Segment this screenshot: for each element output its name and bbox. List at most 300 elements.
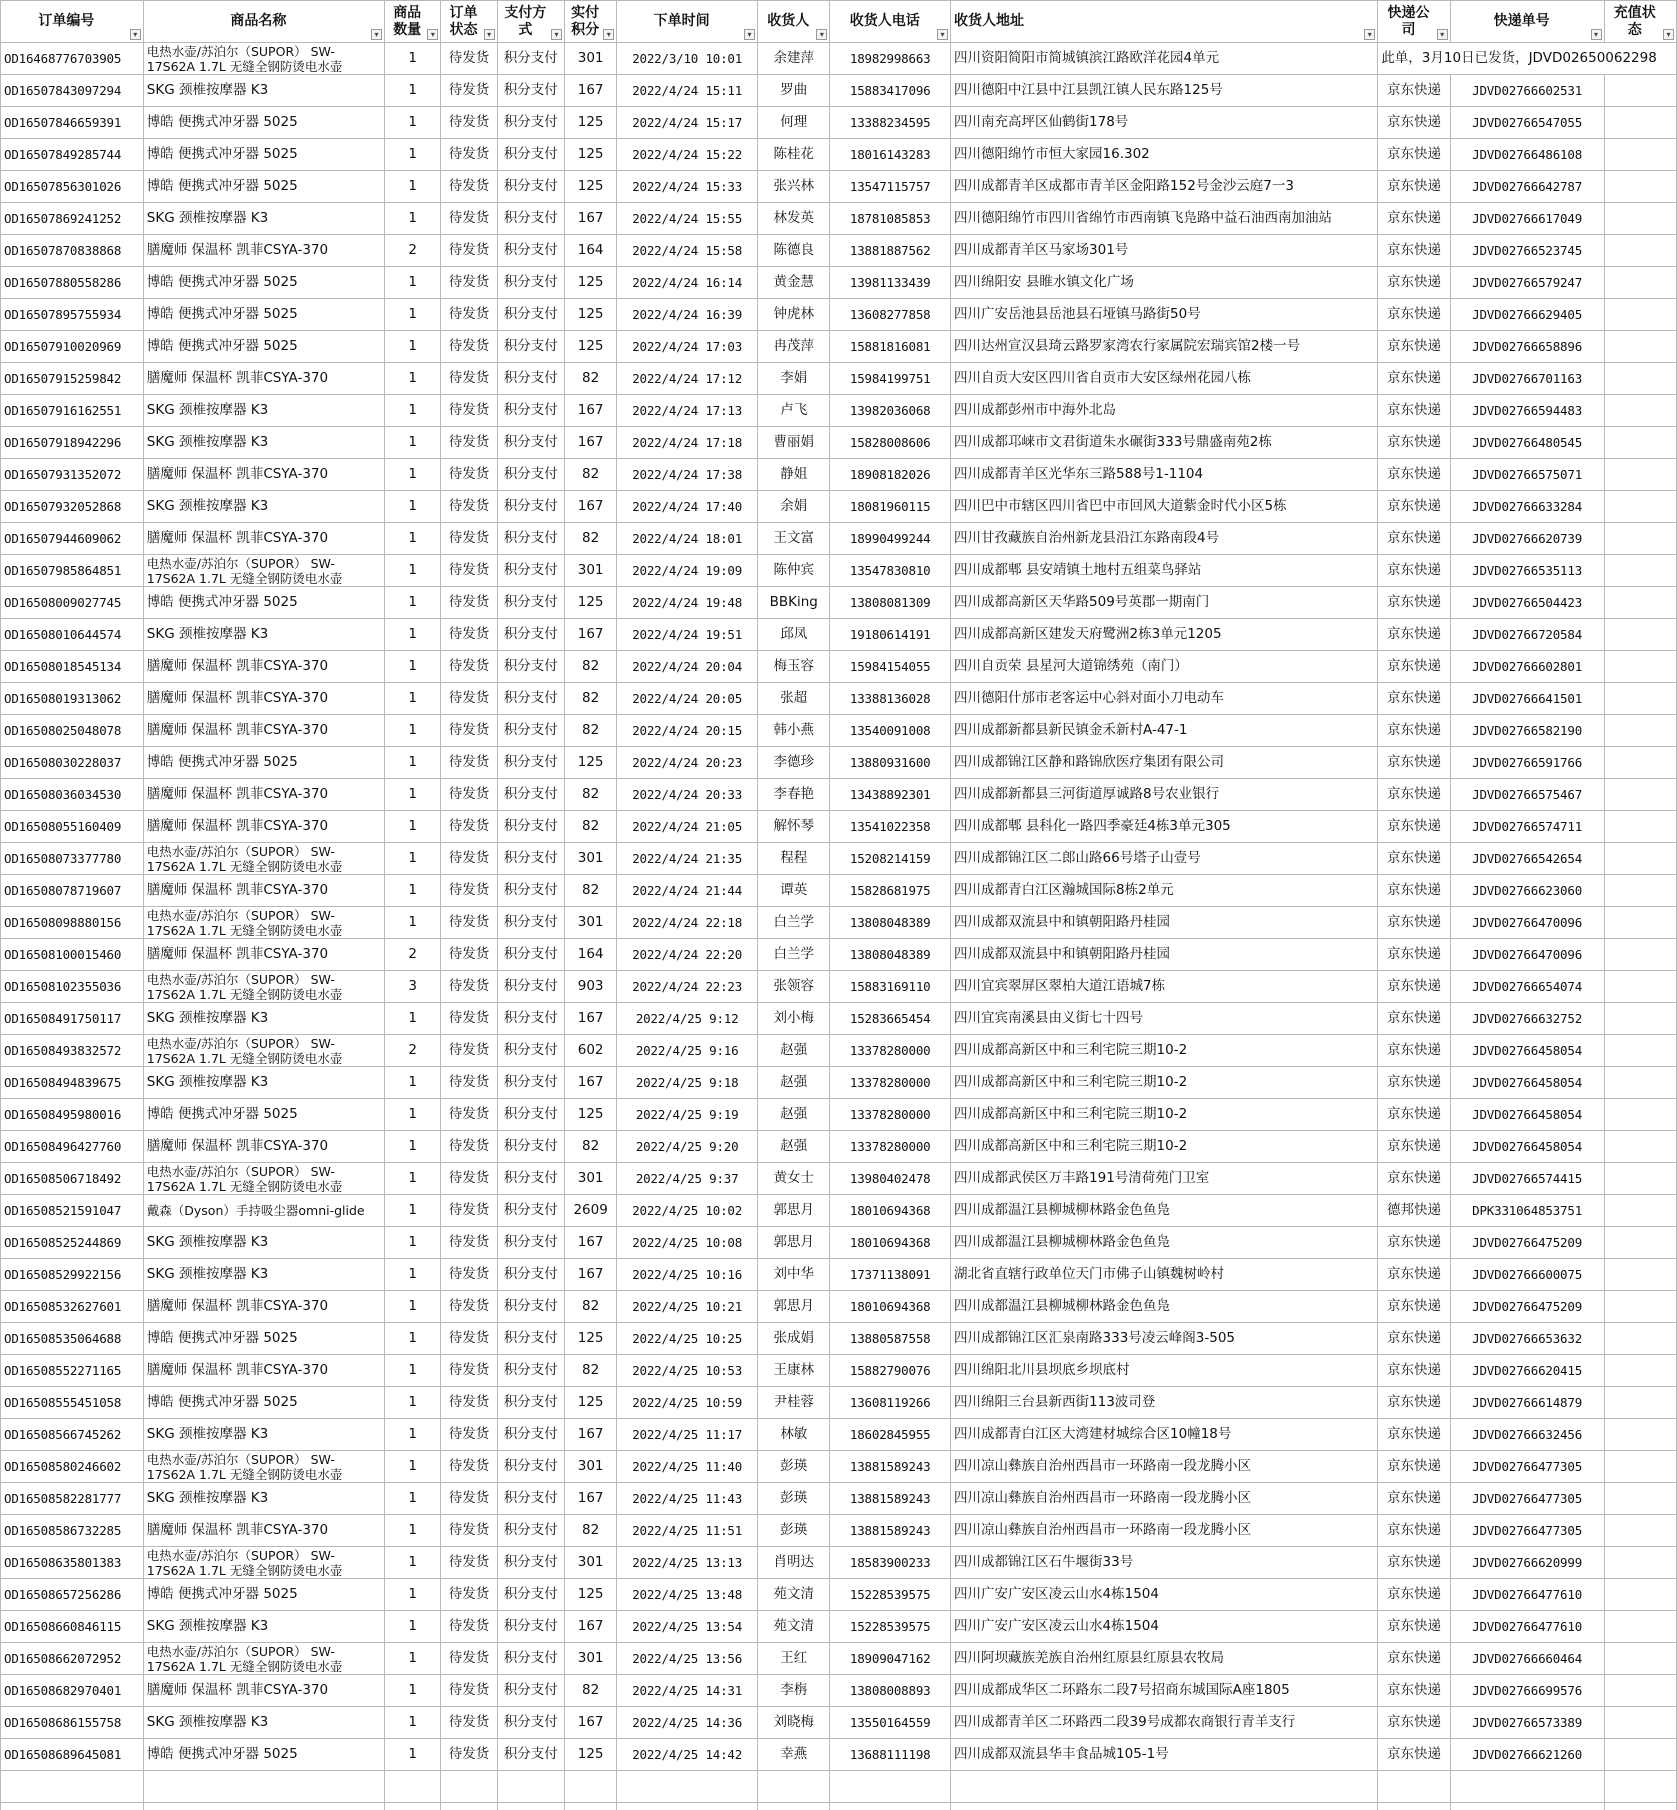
product-name-cell[interactable]: SKG 颈椎按摩器 K3: [143, 1003, 384, 1035]
tracking-number-cell[interactable]: JDVD02766470096: [1450, 907, 1604, 939]
recharge-status-cell[interactable]: [1604, 1163, 1677, 1195]
tracking-number-cell[interactable]: JDVD02766621260: [1450, 1739, 1604, 1771]
phone-cell[interactable]: 13378280000: [830, 1067, 951, 1099]
tracking-number-cell[interactable]: JDVD02766547055: [1450, 107, 1604, 139]
product-name-cell[interactable]: 博皓 便携式冲牙器 5025: [143, 1739, 384, 1771]
recharge-status-cell[interactable]: [1604, 203, 1677, 235]
address-cell[interactable]: 四川凉山彝族自治州西昌市一环路南一段龙腾小区: [951, 1483, 1378, 1515]
tracking-number-cell[interactable]: JDVD02766620999: [1450, 1547, 1604, 1579]
order-id-cell[interactable]: OD16508496427760: [1, 1131, 144, 1163]
order-status-cell[interactable]: 待发货: [441, 1323, 497, 1355]
recipient-cell[interactable]: 李娟: [758, 363, 830, 395]
courier-cell[interactable]: 京东快递: [1378, 1451, 1450, 1483]
tracking-number-cell[interactable]: JDVD02766475209: [1450, 1227, 1604, 1259]
order-status-cell[interactable]: 待发货: [441, 1003, 497, 1035]
table-row[interactable]: [1, 1675, 1677, 1707]
payment-method-cell[interactable]: 积分支付: [497, 1387, 564, 1419]
courier-cell[interactable]: 京东快递: [1378, 1259, 1450, 1291]
phone-cell[interactable]: 15882790076: [830, 1355, 951, 1387]
courier-cell[interactable]: 京东快递: [1378, 1323, 1450, 1355]
order-id-cell[interactable]: OD16507918942296: [1, 427, 144, 459]
points-cell[interactable]: 125: [565, 1579, 617, 1611]
recipient-cell[interactable]: 梅玉容: [758, 651, 830, 683]
tracking-number-cell[interactable]: JDVD02766574711: [1450, 811, 1604, 843]
tracking-number-cell[interactable]: JDVD02766486108: [1450, 139, 1604, 171]
recipient-cell[interactable]: 王文富: [758, 523, 830, 555]
payment-method-cell[interactable]: 积分支付: [497, 843, 564, 875]
order-status-cell[interactable]: 待发货: [441, 1483, 497, 1515]
order-id-cell[interactable]: OD16508552271165: [1, 1355, 144, 1387]
tracking-number-cell[interactable]: JDVD02766632456: [1450, 1419, 1604, 1451]
courier-cell[interactable]: 京东快递: [1378, 1515, 1450, 1547]
order-status-cell[interactable]: 待发货: [441, 747, 497, 779]
table-row[interactable]: [1, 811, 1677, 843]
order-time-cell[interactable]: 2022/4/24 16:14: [617, 267, 758, 299]
courier-cell[interactable]: 京东快递: [1378, 395, 1450, 427]
quantity-cell[interactable]: 1: [385, 171, 441, 203]
order-id-cell[interactable]: OD16507856301026: [1, 171, 144, 203]
payment-method-cell[interactable]: 积分支付: [497, 395, 564, 427]
points-cell[interactable]: 167: [565, 619, 617, 651]
recharge-status-cell[interactable]: [1604, 395, 1677, 427]
order-time-cell[interactable]: 2022/4/24 20:15: [617, 715, 758, 747]
empty-cell[interactable]: [143, 1771, 384, 1803]
phone-cell[interactable]: 15984199751: [830, 363, 951, 395]
address-cell[interactable]: 四川德阳什邡市老客运中心斜对面小刀电动车: [951, 683, 1378, 715]
table-row[interactable]: [1, 1035, 1677, 1067]
table-row[interactable]: [1, 1579, 1677, 1611]
recharge-status-cell[interactable]: [1604, 1227, 1677, 1259]
payment-method-cell[interactable]: 积分支付: [497, 1483, 564, 1515]
payment-method-cell[interactable]: 积分支付: [497, 1707, 564, 1739]
quantity-cell[interactable]: 2: [385, 235, 441, 267]
courier-cell[interactable]: 京东快递: [1378, 939, 1450, 971]
address-cell[interactable]: 四川成都武侯区万丰路191号清荷苑门卫室: [951, 1163, 1378, 1195]
courier-cell[interactable]: 京东快递: [1378, 139, 1450, 171]
address-cell[interactable]: 四川成都双流县中和镇朝阳路丹桂园: [951, 939, 1378, 971]
quantity-cell[interactable]: 1: [385, 299, 441, 331]
order-time-cell[interactable]: 2022/4/25 11:51: [617, 1515, 758, 1547]
address-cell[interactable]: 四川成都高新区中和三利宅院三期10-2: [951, 1099, 1378, 1131]
quantity-cell[interactable]: 1: [385, 651, 441, 683]
table-row[interactable]: [1, 875, 1677, 907]
address-cell[interactable]: 四川南充高坪区仙鹤街178号: [951, 107, 1378, 139]
payment-method-cell[interactable]: 积分支付: [497, 971, 564, 1003]
recharge-status-cell[interactable]: [1604, 619, 1677, 651]
filter-dropdown-icon[interactable]: ▾: [603, 29, 614, 40]
recipient-cell[interactable]: 陈德良: [758, 235, 830, 267]
table-row[interactable]: [1, 1003, 1677, 1035]
tracking-number-cell[interactable]: JDVD02766475209: [1450, 1291, 1604, 1323]
phone-cell[interactable]: 13808008893: [830, 1675, 951, 1707]
courier-cell[interactable]: 京东快递: [1378, 1547, 1450, 1579]
table-row[interactable]: [1, 1227, 1677, 1259]
address-cell[interactable]: 四川德阳绵竹市恒大家园16.302: [951, 139, 1378, 171]
points-cell[interactable]: 82: [565, 1131, 617, 1163]
product-name-cell[interactable]: 电热水壶/苏泊尔（SUPOR） SW-17S62A 1.7L 无缝全钢防烫电水壶: [143, 971, 384, 1003]
recipient-cell[interactable]: 黄金慧: [758, 267, 830, 299]
quantity-cell[interactable]: 1: [385, 1291, 441, 1323]
order-id-cell[interactable]: OD16507870838868: [1, 235, 144, 267]
payment-method-cell[interactable]: 积分支付: [497, 1227, 564, 1259]
order-status-cell[interactable]: 待发货: [441, 1515, 497, 1547]
product-name-cell[interactable]: SKG 颈椎按摩器 K3: [143, 427, 384, 459]
product-name-cell[interactable]: 博皓 便携式冲牙器 5025: [143, 107, 384, 139]
recharge-status-cell[interactable]: [1604, 1323, 1677, 1355]
quantity-cell[interactable]: 2: [385, 1035, 441, 1067]
product-name-cell[interactable]: SKG 颈椎按摩器 K3: [143, 1259, 384, 1291]
product-name-cell[interactable]: SKG 颈椎按摩器 K3: [143, 1483, 384, 1515]
address-cell[interactable]: 四川成都青白江区瀚城国际8栋2单元: [951, 875, 1378, 907]
courier-cell[interactable]: 京东快递: [1378, 235, 1450, 267]
points-cell[interactable]: 82: [565, 363, 617, 395]
order-status-cell[interactable]: 待发货: [441, 299, 497, 331]
courier-cell[interactable]: 京东快递: [1378, 587, 1450, 619]
order-id-cell[interactable]: OD16508682970401: [1, 1675, 144, 1707]
phone-cell[interactable]: 13881589243: [830, 1483, 951, 1515]
points-cell[interactable]: 167: [565, 491, 617, 523]
order-time-cell[interactable]: 2022/4/25 11:17: [617, 1419, 758, 1451]
payment-method-cell[interactable]: 积分支付: [497, 299, 564, 331]
order-time-cell[interactable]: 2022/4/24 22:23: [617, 971, 758, 1003]
phone-cell[interactable]: 13880587558: [830, 1323, 951, 1355]
recipient-cell[interactable]: 余娟: [758, 491, 830, 523]
address-cell[interactable]: 四川成都青羊区成都市青羊区金阳路152号金沙云庭7一3: [951, 171, 1378, 203]
tracking-number-cell[interactable]: JDVD02766602801: [1450, 651, 1604, 683]
payment-method-cell[interactable]: 积分支付: [497, 1547, 564, 1579]
quantity-cell[interactable]: 1: [385, 1547, 441, 1579]
order-time-cell[interactable]: 2022/4/24 17:38: [617, 459, 758, 491]
tracking-number-cell[interactable]: JDVD02766477610: [1450, 1611, 1604, 1643]
points-cell[interactable]: 301: [565, 1163, 617, 1195]
product-name-cell[interactable]: 膳魔师 保温杯 凯菲CSYA-370: [143, 363, 384, 395]
quantity-cell[interactable]: 1: [385, 715, 441, 747]
points-cell[interactable]: 167: [565, 395, 617, 427]
order-status-cell[interactable]: 待发货: [441, 1643, 497, 1675]
empty-cell[interactable]: [1450, 1803, 1604, 1810]
payment-method-cell[interactable]: 积分支付: [497, 555, 564, 587]
recharge-status-cell[interactable]: [1604, 1643, 1677, 1675]
product-name-cell[interactable]: 膳魔师 保温杯 凯菲CSYA-370: [143, 779, 384, 811]
recharge-status-cell[interactable]: [1604, 843, 1677, 875]
payment-method-cell[interactable]: 积分支付: [497, 811, 564, 843]
table-row[interactable]: [1, 971, 1677, 1003]
tracking-number-cell[interactable]: JDVD02766653632: [1450, 1323, 1604, 1355]
recipient-cell[interactable]: 彭瑛: [758, 1451, 830, 1483]
filter-dropdown-icon[interactable]: ▾: [427, 29, 438, 40]
quantity-cell[interactable]: 1: [385, 1739, 441, 1771]
address-cell[interactable]: 四川德阳绵竹市四川省绵竹市西南镇飞凫路中益石油西南加油站: [951, 203, 1378, 235]
payment-method-cell[interactable]: 积分支付: [497, 1643, 564, 1675]
empty-cell[interactable]: [1378, 1803, 1450, 1810]
filter-dropdown-icon[interactable]: ▾: [937, 29, 948, 40]
points-cell[interactable]: 125: [565, 1099, 617, 1131]
address-cell[interactable]: 四川凉山彝族自治州西昌市一环路南一段龙腾小区: [951, 1515, 1378, 1547]
courier-cell[interactable]: 京东快递: [1378, 1739, 1450, 1771]
points-cell[interactable]: 167: [565, 1067, 617, 1099]
product-name-cell[interactable]: 博皓 便携式冲牙器 5025: [143, 267, 384, 299]
courier-cell[interactable]: 京东快递: [1378, 1035, 1450, 1067]
order-status-cell[interactable]: 待发货: [441, 267, 497, 299]
order-id-cell[interactable]: OD16507849285744: [1, 139, 144, 171]
order-id-cell[interactable]: OD16508532627601: [1, 1291, 144, 1323]
recharge-status-cell[interactable]: [1604, 1579, 1677, 1611]
order-status-cell[interactable]: 待发货: [441, 1675, 497, 1707]
payment-method-cell[interactable]: 积分支付: [497, 235, 564, 267]
order-status-cell[interactable]: 待发货: [441, 1451, 497, 1483]
table-row[interactable]: [1, 107, 1677, 139]
product-name-cell[interactable]: 博皓 便携式冲牙器 5025: [143, 747, 384, 779]
points-cell[interactable]: 125: [565, 107, 617, 139]
product-name-cell[interactable]: 电热水壶/苏泊尔（SUPOR） SW-17S62A 1.7L 无缝全钢防烫电水壶: [143, 1035, 384, 1067]
recipient-cell[interactable]: 赵强: [758, 1099, 830, 1131]
recharge-status-cell[interactable]: [1604, 1547, 1677, 1579]
product-name-cell[interactable]: 膳魔师 保温杯 凯菲CSYA-370: [143, 651, 384, 683]
points-cell[interactable]: 82: [565, 811, 617, 843]
order-status-cell[interactable]: 待发货: [441, 1099, 497, 1131]
recharge-status-cell[interactable]: [1604, 363, 1677, 395]
recipient-cell[interactable]: 张领容: [758, 971, 830, 1003]
quantity-cell[interactable]: 1: [385, 75, 441, 107]
courier-cell[interactable]: 京东快递: [1378, 779, 1450, 811]
order-status-cell[interactable]: 待发货: [441, 43, 497, 75]
recharge-status-cell[interactable]: [1604, 171, 1677, 203]
empty-cell[interactable]: [1, 1771, 144, 1803]
phone-cell[interactable]: 15228539575: [830, 1611, 951, 1643]
order-time-cell[interactable]: 2022/4/24 22:20: [617, 939, 758, 971]
recharge-status-cell[interactable]: [1604, 235, 1677, 267]
address-cell[interactable]: 四川广安广安区凌云山水4栋1504: [951, 1611, 1378, 1643]
recharge-status-cell[interactable]: [1604, 555, 1677, 587]
product-name-cell[interactable]: SKG 颈椎按摩器 K3: [143, 203, 384, 235]
courier-cell[interactable]: 京东快递: [1378, 1131, 1450, 1163]
empty-cell[interactable]: [565, 1803, 617, 1810]
quantity-cell[interactable]: 1: [385, 1131, 441, 1163]
empty-cell[interactable]: [758, 1803, 830, 1810]
recharge-status-cell[interactable]: [1604, 491, 1677, 523]
points-cell[interactable]: 167: [565, 1419, 617, 1451]
order-time-cell[interactable]: 2022/4/24 20:05: [617, 683, 758, 715]
phone-cell[interactable]: 13808048389: [830, 907, 951, 939]
phone-cell[interactable]: 13982036068: [830, 395, 951, 427]
tracking-number-cell[interactable]: JDVD02766641501: [1450, 683, 1604, 715]
quantity-cell[interactable]: 1: [385, 1387, 441, 1419]
table-row[interactable]: [1, 1323, 1677, 1355]
tracking-number-cell[interactable]: JDVD02766617049: [1450, 203, 1604, 235]
order-time-cell[interactable]: 2022/4/25 10:08: [617, 1227, 758, 1259]
address-cell[interactable]: 四川成都郫 县安靖镇土地村五组菜鸟驿站: [951, 555, 1378, 587]
payment-method-cell[interactable]: 积分支付: [497, 651, 564, 683]
courier-cell[interactable]: 京东快递: [1378, 747, 1450, 779]
order-status-cell[interactable]: 待发货: [441, 331, 497, 363]
address-cell[interactable]: 四川成都青羊区马家场301号: [951, 235, 1378, 267]
phone-cell[interactable]: 15883169110: [830, 971, 951, 1003]
recipient-cell[interactable]: 苑文清: [758, 1579, 830, 1611]
order-id-cell[interactable]: OD16507843097294: [1, 75, 144, 107]
address-cell[interactable]: 四川成都青羊区二环路西二段39号成都农商银行青羊支行: [951, 1707, 1378, 1739]
payment-method-cell[interactable]: 积分支付: [497, 107, 564, 139]
payment-method-cell[interactable]: 积分支付: [497, 1355, 564, 1387]
payment-method-cell[interactable]: 积分支付: [497, 459, 564, 491]
order-status-cell[interactable]: 待发货: [441, 523, 497, 555]
order-id-cell[interactable]: OD16508555451058: [1, 1387, 144, 1419]
order-time-cell[interactable]: 2022/4/24 20:33: [617, 779, 758, 811]
tracking-number-cell[interactable]: JDVD02766602531: [1450, 75, 1604, 107]
recipient-cell[interactable]: 邱凤: [758, 619, 830, 651]
phone-cell[interactable]: 15208214159: [830, 843, 951, 875]
recharge-status-cell[interactable]: [1604, 459, 1677, 491]
order-id-cell[interactable]: OD16507846659391: [1, 107, 144, 139]
tracking-number-cell[interactable]: JDVD02766477610: [1450, 1579, 1604, 1611]
filter-dropdown-icon[interactable]: ▾: [371, 29, 382, 40]
points-cell[interactable]: 164: [565, 939, 617, 971]
payment-method-cell[interactable]: 积分支付: [497, 267, 564, 299]
tracking-number-cell[interactable]: JDVD02766620739: [1450, 523, 1604, 555]
tracking-number-cell[interactable]: JDVD02766477305: [1450, 1515, 1604, 1547]
phone-cell[interactable]: 18583900233: [830, 1547, 951, 1579]
table-row[interactable]: [1, 331, 1677, 363]
recharge-status-cell[interactable]: [1604, 75, 1677, 107]
order-status-cell[interactable]: 待发货: [441, 1259, 497, 1291]
order-time-cell[interactable]: 2022/4/24 15:55: [617, 203, 758, 235]
courier-cell[interactable]: 京东快递: [1378, 523, 1450, 555]
tracking-number-cell[interactable]: JDVD02766575071: [1450, 459, 1604, 491]
order-status-cell[interactable]: 待发货: [441, 907, 497, 939]
recharge-status-cell[interactable]: [1604, 971, 1677, 1003]
order-id-cell[interactable]: OD16508660846115: [1, 1611, 144, 1643]
phone-cell[interactable]: 18982998663: [830, 43, 951, 75]
phone-cell[interactable]: 13688111198: [830, 1739, 951, 1771]
recipient-cell[interactable]: 王康林: [758, 1355, 830, 1387]
product-name-cell[interactable]: 电热水壶/苏泊尔（SUPOR） SW-17S62A 1.7L 无缝全钢防烫电水壶: [143, 1163, 384, 1195]
recipient-cell[interactable]: 刘晓梅: [758, 1707, 830, 1739]
quantity-cell[interactable]: 1: [385, 1323, 441, 1355]
recipient-cell[interactable]: 刘小梅: [758, 1003, 830, 1035]
table-row[interactable]: [1, 555, 1677, 587]
phone-cell[interactable]: 13388136028: [830, 683, 951, 715]
phone-cell[interactable]: 13608119266: [830, 1387, 951, 1419]
recipient-cell[interactable]: 张兴林: [758, 171, 830, 203]
points-cell[interactable]: 125: [565, 171, 617, 203]
table-row[interactable]: [1, 1739, 1677, 1771]
payment-method-cell[interactable]: 积分支付: [497, 1579, 564, 1611]
courier-cell[interactable]: 京东快递: [1378, 1099, 1450, 1131]
points-cell[interactable]: 82: [565, 1515, 617, 1547]
points-cell[interactable]: 301: [565, 43, 617, 75]
address-cell[interactable]: 四川成都高新区中和三利宅院三期10-2: [951, 1067, 1378, 1099]
product-name-cell[interactable]: 膳魔师 保温杯 凯菲CSYA-370: [143, 683, 384, 715]
address-cell[interactable]: 四川成都锦江区二郎山路66号塔子山壹号: [951, 843, 1378, 875]
tracking-number-cell[interactable]: JDVD02766594483: [1450, 395, 1604, 427]
table-row[interactable]: [1, 1131, 1677, 1163]
phone-cell[interactable]: 13981133439: [830, 267, 951, 299]
points-cell[interactable]: 82: [565, 715, 617, 747]
payment-method-cell[interactable]: 积分支付: [497, 1003, 564, 1035]
quantity-cell[interactable]: 1: [385, 107, 441, 139]
empty-cell[interactable]: [830, 1771, 951, 1803]
courier-cell[interactable]: 京东快递: [1378, 203, 1450, 235]
payment-method-cell[interactable]: 积分支付: [497, 43, 564, 75]
order-time-cell[interactable]: 2022/4/24 21:44: [617, 875, 758, 907]
tracking-number-cell[interactable]: JDVD02766480545: [1450, 427, 1604, 459]
product-name-cell[interactable]: 博皓 便携式冲牙器 5025: [143, 139, 384, 171]
recipient-cell[interactable]: 解怀琴: [758, 811, 830, 843]
courier-cell[interactable]: 此单，3月10日已发货，JDVD02650062298: [1378, 43, 1677, 75]
order-id-cell[interactable]: OD16508078719607: [1, 875, 144, 907]
points-cell[interactable]: 125: [565, 331, 617, 363]
phone-cell[interactable]: 13608277858: [830, 299, 951, 331]
empty-cell[interactable]: [143, 1803, 384, 1810]
recipient-cell[interactable]: 彭瑛: [758, 1483, 830, 1515]
points-cell[interactable]: 167: [565, 1259, 617, 1291]
recipient-cell[interactable]: 赵强: [758, 1035, 830, 1067]
phone-cell[interactable]: 13378280000: [830, 1131, 951, 1163]
points-cell[interactable]: 82: [565, 523, 617, 555]
points-cell[interactable]: 167: [565, 203, 617, 235]
order-time-cell[interactable]: 2022/4/25 13:48: [617, 1579, 758, 1611]
product-name-cell[interactable]: 博皓 便携式冲牙器 5025: [143, 1323, 384, 1355]
recipient-cell[interactable]: 刘中华: [758, 1259, 830, 1291]
order-status-cell[interactable]: 待发货: [441, 651, 497, 683]
phone-cell[interactable]: 13881589243: [830, 1515, 951, 1547]
empty-cell[interactable]: [441, 1771, 497, 1803]
tracking-number-cell[interactable]: JDVD02766523745: [1450, 235, 1604, 267]
order-id-cell[interactable]: OD16508030228037: [1, 747, 144, 779]
phone-cell[interactable]: 13980402478: [830, 1163, 951, 1195]
order-time-cell[interactable]: 2022/4/25 11:43: [617, 1483, 758, 1515]
address-cell[interactable]: 四川德阳中江县中江县凯江镇人民东路125号: [951, 75, 1378, 107]
address-cell[interactable]: 四川成都温江县柳城柳林路金色鱼凫: [951, 1195, 1378, 1227]
empty-cell[interactable]: [441, 1803, 497, 1810]
quantity-cell[interactable]: 1: [385, 1227, 441, 1259]
product-name-cell[interactable]: 膳魔师 保温杯 凯菲CSYA-370: [143, 1515, 384, 1547]
order-status-cell[interactable]: 待发货: [441, 459, 497, 491]
product-name-cell[interactable]: 博皓 便携式冲牙器 5025: [143, 1387, 384, 1419]
order-time-cell[interactable]: 2022/4/25 9:16: [617, 1035, 758, 1067]
table-row[interactable]: [1, 427, 1677, 459]
quantity-cell[interactable]: 1: [385, 1099, 441, 1131]
order-time-cell[interactable]: 2022/4/25 9:19: [617, 1099, 758, 1131]
order-id-cell[interactable]: OD16508506718492: [1, 1163, 144, 1195]
product-name-cell[interactable]: 戴森（Dyson）手持吸尘器omni-glide: [143, 1195, 384, 1227]
quantity-cell[interactable]: 1: [385, 1643, 441, 1675]
courier-cell[interactable]: 京东快递: [1378, 1707, 1450, 1739]
order-status-cell[interactable]: 待发货: [441, 1739, 497, 1771]
quantity-cell[interactable]: 1: [385, 1195, 441, 1227]
recipient-cell[interactable]: 林敏: [758, 1419, 830, 1451]
order-id-cell[interactable]: OD16508586732285: [1, 1515, 144, 1547]
payment-method-cell[interactable]: 积分支付: [497, 171, 564, 203]
product-name-cell[interactable]: 膳魔师 保温杯 凯菲CSYA-370: [143, 811, 384, 843]
address-cell[interactable]: 四川成都青白江区大湾建材城综合区10幢18号: [951, 1419, 1378, 1451]
product-name-cell[interactable]: SKG 颈椎按摩器 K3: [143, 1707, 384, 1739]
table-row[interactable]: [1, 267, 1677, 299]
order-time-cell[interactable]: 2022/4/25 13:56: [617, 1643, 758, 1675]
order-id-cell[interactable]: OD16508009027745: [1, 587, 144, 619]
order-time-cell[interactable]: 2022/4/24 20:23: [617, 747, 758, 779]
payment-method-cell[interactable]: 积分支付: [497, 523, 564, 555]
recharge-status-cell[interactable]: [1604, 1035, 1677, 1067]
order-id-cell[interactable]: OD16507916162551: [1, 395, 144, 427]
table-row[interactable]: [1, 363, 1677, 395]
order-id-cell[interactable]: OD16508580246602: [1, 1451, 144, 1483]
address-cell[interactable]: 四川成都成华区二环路东二段7号招商东城国际A座1805: [951, 1675, 1378, 1707]
tracking-number-cell[interactable]: JDVD02766477305: [1450, 1483, 1604, 1515]
address-cell[interactable]: 四川广安岳池县岳池县石垭镇马路街50号: [951, 299, 1378, 331]
courier-cell[interactable]: 京东快递: [1378, 427, 1450, 459]
phone-cell[interactable]: 13388234595: [830, 107, 951, 139]
recipient-cell[interactable]: 郭思月: [758, 1291, 830, 1323]
